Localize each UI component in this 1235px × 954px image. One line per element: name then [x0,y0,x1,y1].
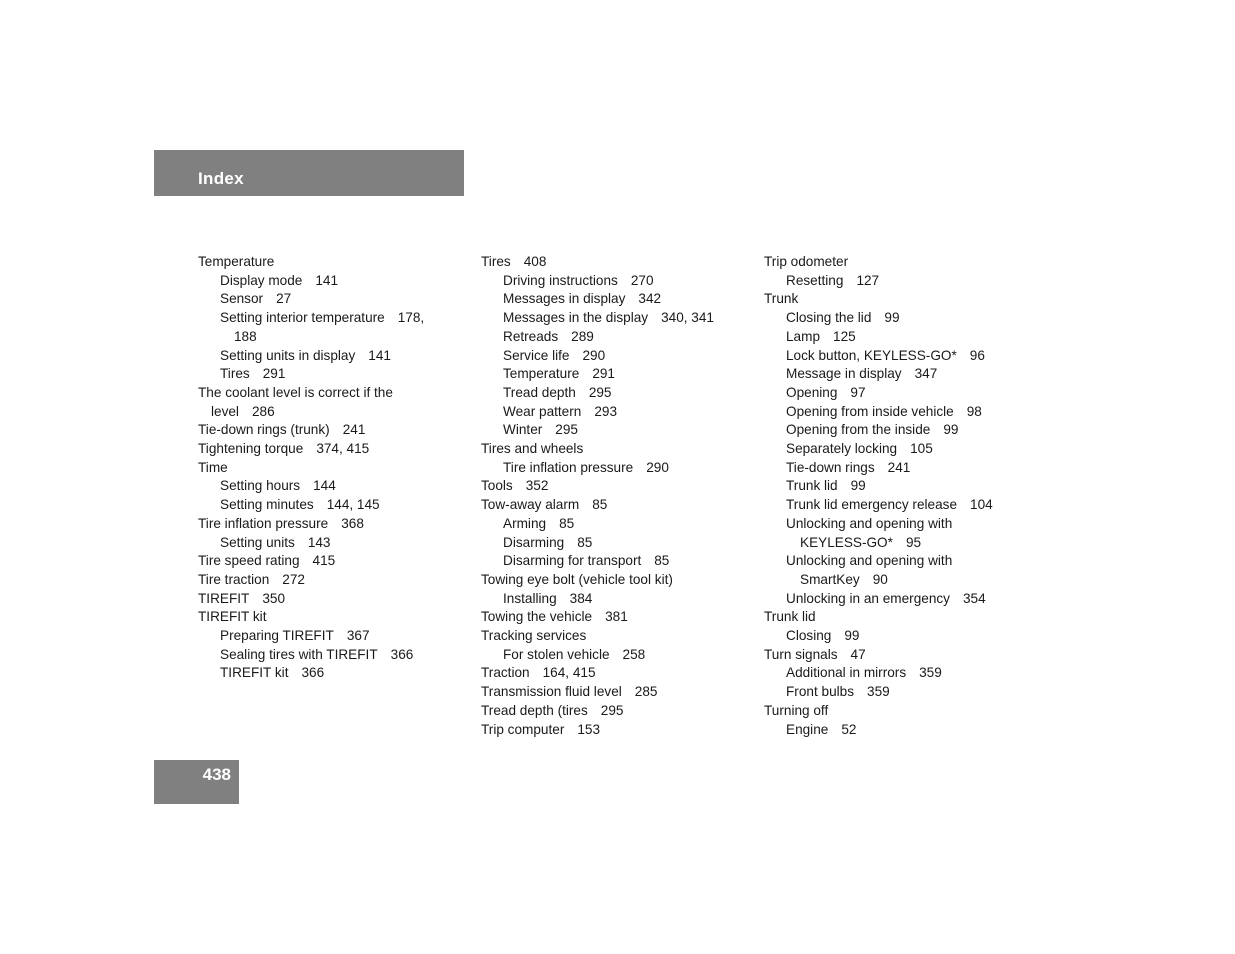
index-entry [481,571,751,590]
index-page-ref[interactable]: 144, 145 [326,497,380,513]
index-entry [198,571,468,590]
index-term: Sealing tires with TIREFIT [220,646,378,662]
index-term: TIREFIT kit [220,665,289,681]
index-term: Preparing TIREFIT [220,628,334,644]
index-page-ref[interactable]: 105 [910,441,933,457]
index-subentry [198,365,468,384]
index-subentry [764,272,1034,291]
index-subentry [764,440,1034,459]
index-page-ref[interactable]: 359 [867,684,890,700]
index-subentry [764,590,1034,609]
index-entry [198,590,468,609]
index-term: Tow-away alarm [481,497,580,513]
index-page-ref[interactable]: 125 [833,328,856,344]
index-term: For stolen vehicle [503,646,610,662]
index-page-ref[interactable]: 153 [577,721,601,737]
index-term: Tires [220,366,250,382]
index-term: Closing the lid [786,310,872,326]
index-term: Temperature [198,254,275,269]
index-term: Driving instructions [503,272,618,288]
index-term: Service life [503,347,570,363]
index-subentry [764,459,1034,478]
index-subentry [481,403,751,422]
index-entry [481,683,751,702]
index-subentry [764,421,1034,440]
index-term: Message in display [786,366,902,382]
index-term: The coolant level is correct if the [198,384,393,400]
index-term: Tire inflation pressure [198,515,329,531]
index-term: Towing eye bolt (vehicle tool kit) [481,571,673,587]
index-page-ref[interactable]: 99 [943,422,959,438]
index-term: TIREFIT kit [198,609,267,625]
index-subentry [764,515,1034,534]
index-term: Tire inflation pressure [503,459,634,475]
index-subentry [481,347,751,366]
index-term: Turn signals [764,646,838,662]
index-subentry [764,664,1034,683]
index-term: Resetting [786,272,844,288]
index-term: Setting units [220,534,295,550]
index-entry [481,627,751,646]
index-page-ref[interactable]: 293 [594,403,618,419]
page-title: Index [198,169,244,188]
index-page-ref[interactable]: 127 [856,272,880,288]
index-subentry [764,534,1034,553]
index-entry [764,290,1034,309]
index-entry [481,664,751,683]
index-subentry [198,347,468,366]
index-term: Messages in the display [503,310,649,326]
index-page-ref[interactable]: 241 [887,459,911,475]
index-term: Separately locking [786,441,898,457]
index-term: Transmission fluid level [481,684,622,700]
index-term: Lamp [786,328,821,344]
index-term: Front bulbs [786,684,855,700]
index-entry [481,608,751,627]
index-entry [198,421,468,440]
index-subentry [481,552,751,571]
index-term: TIREFIT [198,590,250,606]
index-subentry [764,496,1034,515]
index-page-ref[interactable]: 99 [844,628,860,644]
index-subentry [481,328,751,347]
index-term: Tie-down rings (trunk) [198,422,330,438]
index-term: Trunk lid [764,609,816,625]
index-entry [198,403,468,422]
index-term: Tread depth (tires [481,702,588,718]
index-term: level [211,403,239,419]
index-page-ref[interactable]: 359 [919,665,942,681]
index-page-ref[interactable]: 295 [588,384,612,400]
index-term: Closing [786,628,832,644]
index-term: Winter [503,422,543,438]
index-term: Temperature [503,366,580,382]
index-page-ref[interactable]: 143 [307,534,331,550]
index-page-ref[interactable]: 366 [301,665,325,681]
index-subentry [764,309,1034,328]
index-subentry [764,477,1034,496]
index-page-ref[interactable]: 164, 415 [542,665,596,681]
index-term: Setting interior temperature [220,310,385,326]
index-term: Arming [503,515,547,531]
index-entry [764,253,1034,272]
index-term: Tire speed rating [198,553,300,569]
index-subentry [198,534,468,553]
index-subentry [198,328,468,347]
index-subentry [481,515,751,534]
index-page-ref[interactable]: 96 [969,347,985,363]
index-term: Trip computer [481,721,565,737]
index-page-ref[interactable]: 291 [592,366,615,382]
index-term: Tire traction [198,571,270,587]
index-entry [764,702,1034,721]
index-term: Sensor [220,291,264,307]
index-subentry [481,459,751,478]
index-page-ref[interactable]: 342 [638,291,662,307]
index-page-ref[interactable]: 295 [600,702,624,718]
index-page-ref[interactable]: 85 [654,553,670,569]
index-page-ref[interactable]: 352 [525,478,549,494]
index-term: Tools [481,478,513,494]
index-term: Installing [503,590,557,606]
index-subentry [481,534,751,553]
index-subentry [481,365,751,384]
index-page-ref[interactable]: 52 [841,721,857,737]
index-term: Setting units in display [220,347,356,363]
index-subentry [198,477,468,496]
index-page-ref[interactable]: 85 [592,497,608,513]
index-term: Tread depth [503,384,576,400]
index-page-ref[interactable]: 258 [622,646,646,662]
index-term: Opening from inside vehicle [786,403,954,419]
index-term: Engine [786,721,829,737]
index-entry [764,608,1034,627]
index-page-ref[interactable]: 295 [555,422,578,438]
index-page-ref[interactable]: 241 [342,422,366,438]
index-page-ref[interactable]: 27 [276,291,292,307]
index-page-ref[interactable]: 374, 415 [316,441,370,457]
index-page-ref[interactable]: 354 [962,590,986,606]
index-page-ref[interactable]: 95 [905,534,922,550]
index-term: Tightening torque [198,441,304,457]
index-page-ref[interactable]: 408 [523,254,547,269]
index-term: Disarming for transport [503,553,642,569]
index-term: 188 [234,328,257,344]
index-subentry [198,309,468,328]
index-entry [764,646,1034,665]
index-entry [198,440,468,459]
index-term: Trunk [764,291,799,307]
index-subentry [198,627,468,646]
index-page-ref[interactable]: 384 [569,590,593,606]
index-subentry [764,384,1034,403]
index-page-ref[interactable]: 381 [605,609,628,625]
index-term: Turning off [764,702,829,718]
index-page-ref[interactable]: 285 [634,684,658,700]
page-number-box [154,760,239,804]
index-page-ref[interactable]: 85 [577,534,593,550]
index-entry [481,477,751,496]
index-subentry [481,590,751,609]
index-page-ref[interactable]: 291 [262,366,286,382]
index-subentry [764,683,1034,702]
index-page-ref[interactable]: 85 [559,515,575,531]
index-page-ref[interactable]: 290 [646,459,669,475]
index-subentry [481,272,751,291]
index-subentry [764,552,1034,571]
index-page-ref[interactable]: 97 [850,384,866,400]
index-subentry [764,571,1034,590]
index-subentry [481,646,751,665]
index-page-ref[interactable]: 47 [850,646,866,662]
index-term: Tires [481,254,511,269]
index-term: Unlocking and opening with [786,515,953,531]
index-term: Unlocking and opening with [786,553,953,569]
index-page-ref[interactable]: 141 [315,272,339,288]
index-page-ref[interactable]: 347 [914,366,938,382]
index-term: Opening from the inside [786,422,931,438]
index-column-2 [481,253,751,739]
index-page-ref[interactable]: 286 [251,403,275,419]
index-page-ref[interactable]: 144 [313,478,336,494]
index-term: Towing the vehicle [481,609,593,625]
index-subentry [764,627,1034,646]
index-term: Tires and wheels [481,441,584,457]
index-subentry [198,646,468,665]
index-page-ref[interactable]: 367 [346,628,370,644]
index-subentry [764,347,1034,366]
index-term: KEYLESS-GO* [800,534,893,550]
index-entry [481,496,751,515]
index-entry [481,721,751,740]
index-page-ref[interactable]: 366 [390,646,414,662]
index-header-bar [154,150,464,196]
index-term: Trunk lid [786,478,838,494]
index-term: Tie-down rings [786,459,875,475]
index-entry [481,702,751,721]
index-page-ref[interactable]: 270 [630,272,654,288]
index-subentry [481,421,751,440]
index-subentry [481,290,751,309]
index-subentry [198,272,468,291]
index-page-ref[interactable]: 290 [582,347,606,363]
index-term: Disarming [503,534,565,550]
index-column-3 [764,253,1034,739]
index-term: Trunk lid emergency release [786,497,958,513]
index-entry [198,253,468,272]
index-term: Display mode [220,272,303,288]
index-term: Setting minutes [220,497,314,513]
index-term: Additional in mirrors [786,665,907,681]
index-term: Opening [786,384,838,400]
index-page-ref[interactable]: 104 [970,497,993,513]
index-term: Wear pattern [503,403,582,419]
index-term: Trip odometer [764,254,849,269]
index-subentry [764,365,1034,384]
index-entry [198,459,468,478]
index-term: Time [198,459,228,475]
index-subentry [764,328,1034,347]
index-term: Unlocking in an emergency [786,590,950,606]
index-entry [198,552,468,571]
index-page-ref[interactable]: 178, [397,310,425,326]
index-subentry [198,496,468,515]
index-entry [481,253,751,272]
index-term: Retreads [503,328,559,344]
index-subentry [764,403,1034,422]
index-page-ref[interactable]: 99 [884,310,900,326]
index-term: Lock button, KEYLESS-GO* [786,347,957,363]
page-number: 438 [202,765,231,784]
index-term: Tracking services [481,628,587,644]
index-subentry [764,721,1034,740]
index-term: Setting hours [220,478,301,494]
index-subentry [198,664,468,683]
index-entry [198,515,468,534]
index-page-ref[interactable]: 415 [312,553,336,569]
index-page-ref[interactable]: 141 [368,347,391,363]
index-page-ref[interactable]: 99 [850,478,866,494]
index-page-ref[interactable]: 272 [282,571,305,587]
index-term: SmartKey [800,571,860,587]
index-page-ref[interactable]: 289 [571,328,594,344]
index-page-ref[interactable]: 90 [872,571,888,587]
index-subentry [481,384,751,403]
index-page-ref[interactable]: 368 [341,515,364,531]
index-page-ref[interactable]: 340, 341 [661,310,714,326]
index-entry [198,608,468,627]
index-page-ref[interactable]: 350 [262,590,286,606]
index-page-ref[interactable]: 98 [966,403,982,419]
index-column-1 [198,253,468,683]
index-entry [198,384,468,403]
index-term: Messages in display [503,291,626,307]
index-subentry [198,290,468,309]
index-subentry [481,309,751,328]
index-entry [481,440,751,459]
index-term: Traction [481,665,530,681]
